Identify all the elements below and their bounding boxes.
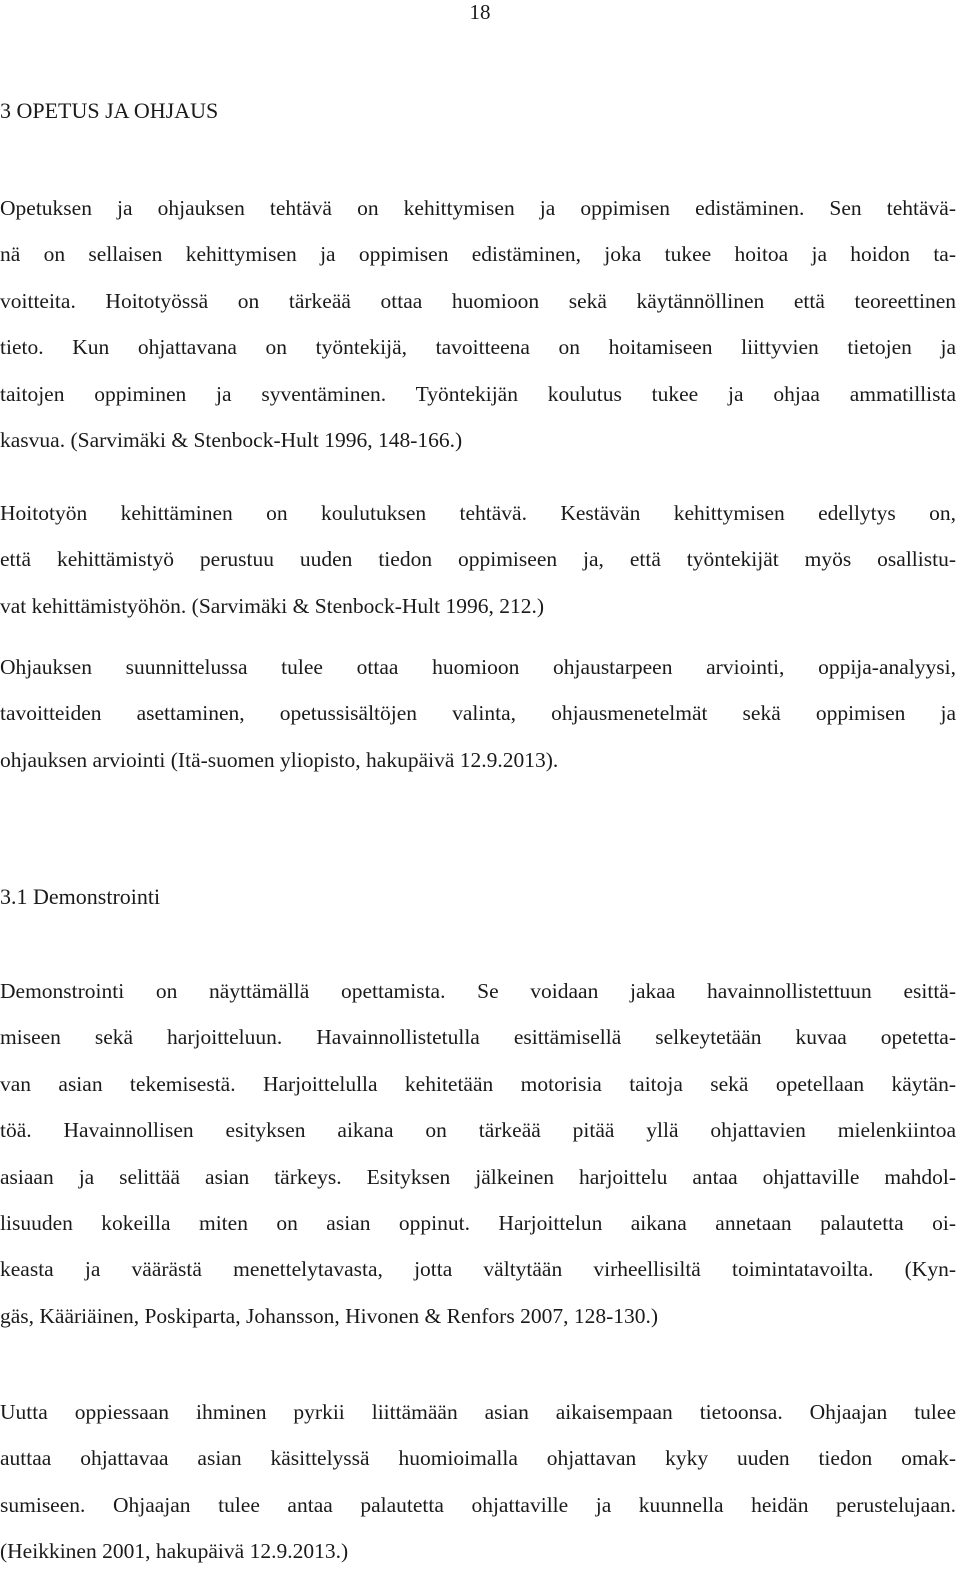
text-line: taitojen oppiminen ja syventäminen. Työntekijän koulutus tukee ja ohjaa ammatillista	[0, 381, 956, 406]
text-line: töä. Havainnollisen esityksen aikana on tärkeää pitää yllä ohjattavien mielenkiintoa	[0, 1118, 956, 1143]
text-line: miseen sekä harjoitteluun. Havainnollistetulla esittämisellä selkeytetään kuvaa opetetta-	[0, 1025, 956, 1050]
text-line: (Heikkinen 2001, hakupäivä 12.9.2013.)	[0, 1539, 349, 1564]
page-number: 18	[469, 0, 491, 24]
text-line: kasvua. (Sarvimäki & Stenbock-Hult 1996, 148-166.)	[0, 427, 463, 452]
text-line: sumiseen. Ohjaajan tulee antaa palautetta ohjattaville ja kuunnella heidän perustelujaan.	[0, 1492, 956, 1517]
text-line: Uutta oppiessaan ihminen pyrkii liittämään asian aikaisempaan tietoonsa. Ohjaajan tulee	[0, 1400, 956, 1424]
text-line: gäs, Kääriäinen, Poskiparta, Johansson, Hivonen & Renfors 2007, 128-130.)	[0, 1303, 659, 1328]
text-line: Demonstrointi on näyttämällä opettamista. Se voidaan jakaa havainnollistettuun esittä-	[0, 979, 956, 1003]
paragraph-learning	[0, 1389, 956, 1575]
text-line: lisuuden kokeilla miten on asian oppinut. Harjoittelun aikana annetaan palautetta oi-	[0, 1210, 956, 1235]
paragraph-development	[0, 490, 956, 629]
text-line: auttaa ohjattavaa asian käsittelyssä huomioimalla ohjattavan kyky uuden tiedon omak-	[0, 1446, 956, 1471]
text-line: ohjauksen arviointi (Itä-suomen yliopisto, hakupäivä 12.9.2013).	[0, 747, 559, 772]
text-line: voitteita. Hoitotyössä on tärkeää ottaa huomioon sekä käytännöllinen että teoreettinen	[0, 288, 956, 313]
text-line: asiaan ja selittää asian tärkeys. Esityksen jälkeinen harjoittelu antaa ohjattaville mahdol-	[0, 1164, 956, 1189]
text-line: vat kehittämistyöhön. (Sarvimäki & Stenbock-Hult 1996, 212.)	[0, 593, 544, 618]
text-line: van asian tekemisestä. Harjoittelulla kehitetään motorisia taitoja sekä opetellaan käytän-	[0, 1071, 956, 1096]
chapter-heading: 3 OPETUS JA OHJAUS	[0, 98, 219, 123]
section-heading: 3.1 Demonstrointi	[0, 884, 161, 909]
text-line: Hoitotyön kehittäminen on koulutuksen tehtävä. Kestävän kehittymisen edellytys on,	[0, 501, 956, 525]
paragraph-intro	[0, 185, 956, 463]
text-line: Ohjauksen suunnittelussa tulee ottaa huomioon ohjaustarpeen arviointi, oppija-analyysi,	[0, 655, 956, 679]
paragraph-demonstration	[0, 968, 956, 1339]
text-line: tieto. Kun ohjattavana on työntekijä, tavoitteena on hoitamiseen liittyvien tietojen ja	[0, 335, 956, 360]
text-line: Opetuksen ja ohjauksen tehtävä on kehittymisen ja oppimisen edistäminen. Sen tehtävä-	[0, 196, 956, 220]
paragraph-planning	[0, 644, 956, 783]
text-line: nä on sellaisen kehittymisen ja oppimisen edistäminen, joka tukee hoitoa ja hoidon ta-	[0, 242, 956, 267]
text-line: keasta ja väärästä menettelytavasta, jotta vältytään virheellisiltä toimintatavoilta. (Kyn-	[0, 1257, 956, 1282]
text-line: tavoitteiden asettaminen, opetussisältöjen valinta, ohjausmenetelmät sekä oppimisen ja	[0, 701, 956, 726]
text-line: että kehittämistyö perustuu uuden tiedon oppimiseen ja, että työntekijät myös osallistu-	[0, 547, 956, 572]
